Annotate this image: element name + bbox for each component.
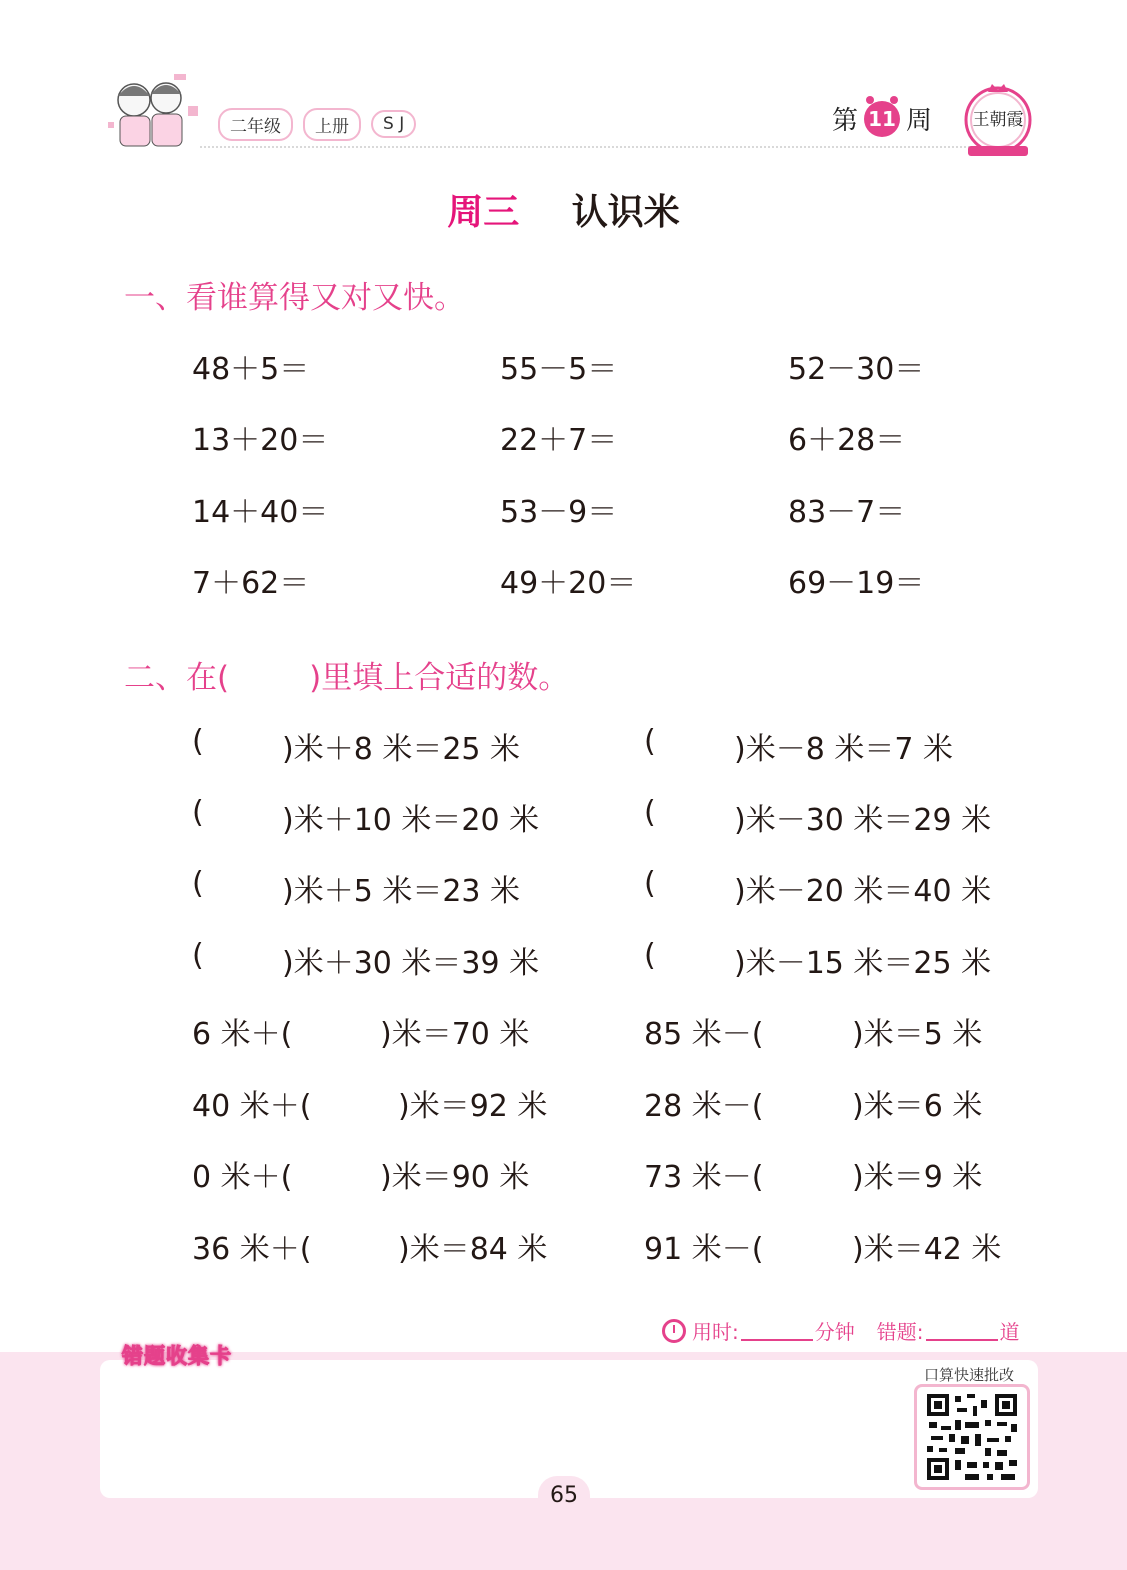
s2-r5-c1-post: )米＝70 米 — [380, 1017, 530, 1052]
s1-r1-c3: 52－30＝ — [788, 352, 925, 387]
s2-r6-c1-post: )米＝92 米 — [398, 1089, 548, 1124]
edition-tag: S J — [371, 110, 416, 138]
s2-r5-c1-pre: 6 米＋( — [192, 1017, 293, 1052]
s1-r2-c3: 6＋28＝ — [788, 423, 906, 458]
s2-r3-c2-pre: ( — [644, 866, 656, 901]
s1-r4-c2: 49＋20＝ — [500, 566, 637, 601]
clock-icon — [662, 1319, 686, 1343]
kids-illustration — [104, 70, 204, 156]
week-indicator — [832, 100, 932, 137]
brand-logo-text: 王朝霞 — [972, 110, 1024, 130]
s2-r2-c1-post: )米＋10 米＝20 米 — [282, 803, 540, 838]
time-errors-row — [662, 1316, 1020, 1345]
page-title — [0, 184, 1127, 235]
s2-r2-c2-pre: ( — [644, 795, 656, 830]
page-number: 65 — [538, 1476, 590, 1514]
s2-r8-c1-post: )米＝84 米 — [398, 1232, 548, 1267]
s2-r4-c2-pre: ( — [644, 938, 656, 973]
s1-r4-c1: 7＋62＝ — [192, 566, 310, 601]
s2-r5-c2-pre: 85 米－( — [644, 1017, 764, 1052]
section2-heading — [124, 652, 569, 697]
time-blank[interactable] — [741, 1321, 813, 1341]
s2-r2-c1-pre: ( — [192, 795, 204, 830]
s2-r3-c1-pre: ( — [192, 866, 204, 901]
s1-r2-c1: 13＋20＝ — [192, 423, 329, 458]
s2-r7-c2-post: )米＝9 米 — [852, 1160, 983, 1195]
qr-code-icon — [925, 1392, 1019, 1482]
s1-r3-c2: 53－9＝ — [500, 495, 618, 530]
s2-r6-c2-post: )米＝6 米 — [852, 1089, 983, 1124]
errors-label: 错题: — [876, 1320, 924, 1344]
s2-r1-c2-post: )米－8 米＝7 米 — [734, 732, 953, 767]
s2-r8-c2-post: )米＝42 米 — [852, 1232, 1002, 1267]
s2-r8-c1-pre: 36 米＋( — [192, 1232, 312, 1267]
s1-r2-c2: 22＋7＝ — [500, 423, 618, 458]
section1-heading: 一、看谁算得又对又快。 — [124, 280, 465, 316]
week-suffix: 周 — [906, 106, 933, 136]
s2-r1-c1-post: )米＋8 米＝25 米 — [282, 732, 521, 767]
s2-r2-c2-post: )米－30 米＝29 米 — [734, 803, 992, 838]
qr-caption: 口算快速批改 — [923, 1366, 1014, 1384]
s2-r3-c1-post: )米＋5 米＝23 米 — [282, 874, 521, 909]
grade-tag: 二年级 — [218, 108, 293, 141]
s1-r3-c1: 14＋40＝ — [192, 495, 329, 530]
title-day: 周三 — [447, 192, 520, 233]
title-topic: 认识米 — [571, 192, 680, 233]
s2-r4-c1-pre: ( — [192, 938, 204, 973]
s1-r1-c2: 55－5＝ — [500, 352, 618, 387]
week-prefix: 第 — [832, 106, 859, 136]
s2-r8-c2-pre: 91 米－( — [644, 1232, 764, 1267]
week-number-badge: 11 — [864, 101, 900, 137]
s2-r7-c1-post: )米＝90 米 — [380, 1160, 530, 1195]
time-label: 用时: — [692, 1320, 739, 1344]
s2-r6-c2-pre: 28 米－( — [644, 1089, 764, 1124]
s2-r5-c2-post: )米＝5 米 — [852, 1017, 983, 1052]
error-card-label: 错题收集卡 — [122, 1344, 232, 1368]
s2-r6-c1-pre: 40 米＋( — [192, 1089, 312, 1124]
s2-r4-c1-post: )米＋30 米＝39 米 — [282, 946, 540, 981]
time-unit: 分钟 — [814, 1320, 855, 1344]
errors-unit: 道 — [999, 1320, 1020, 1344]
s2-r1-c2-pre: ( — [644, 724, 656, 759]
s2-r7-c2-pre: 73 米－( — [644, 1160, 764, 1195]
s2-r4-c2-post: )米－15 米＝25 米 — [734, 946, 992, 981]
header-divider — [200, 146, 970, 148]
s2-r7-c1-pre: 0 米＋( — [192, 1160, 293, 1195]
grade-tags — [218, 110, 416, 138]
errors-blank[interactable] — [926, 1321, 998, 1341]
section2-heading-start: 二、在( — [124, 660, 230, 696]
s2-r1-c1-pre: ( — [192, 724, 204, 759]
s1-r1-c1: 48＋5＝ — [192, 352, 310, 387]
qr-code-frame[interactable] — [914, 1384, 1030, 1490]
term-tag: 上册 — [303, 108, 361, 141]
s1-r4-c3: 69－19＝ — [788, 566, 925, 601]
s1-r3-c3: 83－7＝ — [788, 495, 906, 530]
section2-heading-end: )里填上合适的数。 — [309, 660, 570, 696]
s2-r3-c2-post: )米－20 米＝40 米 — [734, 874, 992, 909]
